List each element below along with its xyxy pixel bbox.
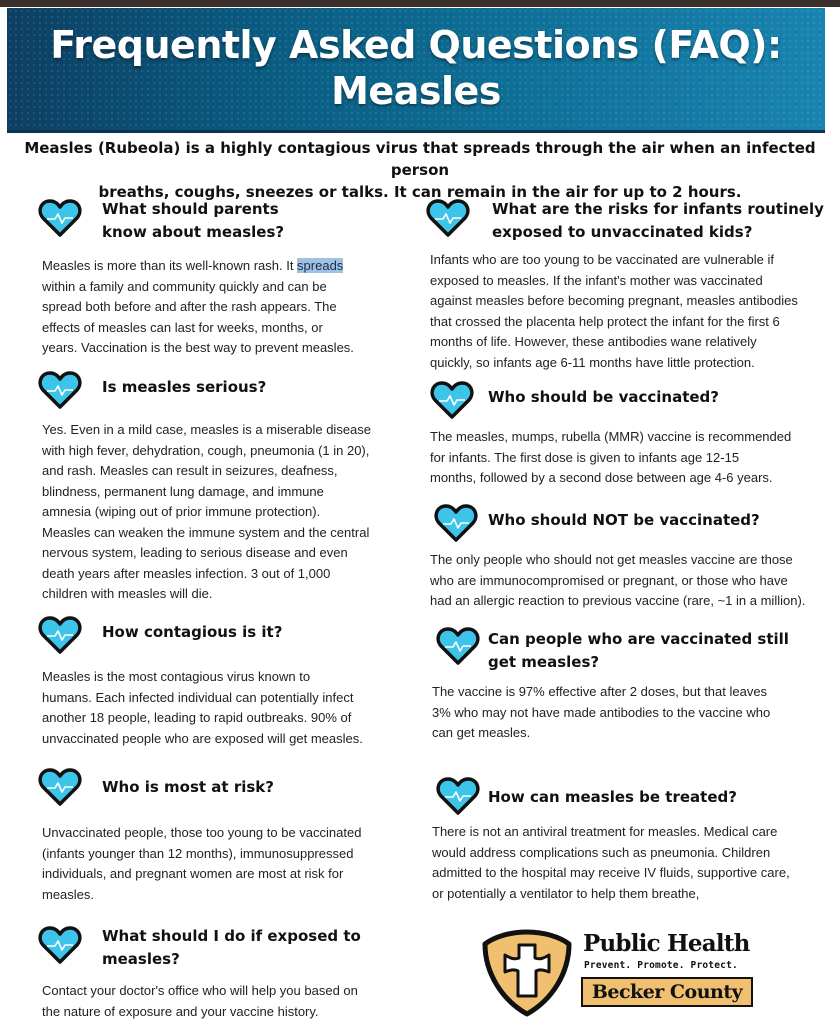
heart-pulse-icon <box>38 370 82 410</box>
heart-pulse-icon <box>426 198 470 238</box>
faq-answer <box>42 981 358 1022</box>
answer-line: The measles, mumps, rubella (MMR) vaccine is recommended <box>430 429 792 444</box>
answer-line: unvaccinated people who are exposed will get measles. <box>42 730 363 746</box>
question-line: What are the risks for infants routinely <box>492 200 824 218</box>
question-line: exposed to unvaccinated kids? <box>492 223 753 241</box>
answer-line: individuals, and pregnant women are most at risk for <box>42 866 344 881</box>
intro-line: Measles (Rubeola) is a highly contagious virus that spreads through the air when an infected person <box>24 139 816 179</box>
answer-line: years. Vaccination is the best way to prevent measles. <box>42 340 354 355</box>
heart-pulse-icon <box>436 776 480 816</box>
heart-pulse-icon <box>38 925 82 965</box>
faq-answer <box>42 667 363 749</box>
answer-line: Measles can weaken the immune system and the central <box>42 524 370 540</box>
faq-question <box>102 198 284 244</box>
page-title-line1: Frequently Asked Questions (FAQ): <box>50 23 782 67</box>
faq-question <box>488 628 789 674</box>
answer-text: Measles is more than its well-known rash. It <box>42 258 298 273</box>
question-line: How contagious is it? <box>102 623 283 641</box>
answer-line: nervous system, leading to serious disease and even <box>42 545 348 560</box>
question-line: Is measles serious? <box>102 378 267 396</box>
logo-name: Public Health <box>583 930 750 957</box>
faq-item <box>38 615 418 755</box>
answer-line: Unvaccinated people, those too young to be vaccinated <box>42 825 362 840</box>
answer-line: against measles before becoming pregnant, measles antibodies <box>430 293 798 308</box>
faq-question <box>488 386 719 409</box>
highlighted-word[interactable]: spreads <box>297 258 344 273</box>
answer-line: or potentially a ventilator to help them breathe, <box>432 885 700 901</box>
heart-pulse-icon <box>436 626 480 666</box>
question-line: What should parents <box>102 200 279 218</box>
faq-item <box>38 370 418 605</box>
answer-line: had an allergic reaction to previous vaccine (rare, ~1 in a million). <box>430 593 806 608</box>
faq-question <box>102 376 266 399</box>
answer-line: another 18 people, leading to rapid outbreaks. 90% of <box>42 710 352 725</box>
faq-item <box>432 626 836 756</box>
intro-paragraph <box>0 137 840 203</box>
faq-answer <box>42 256 354 359</box>
logo-tagline: Prevent. Promote. Protect. <box>584 960 738 971</box>
question-line: know about measles? <box>102 223 285 241</box>
faq-answer <box>432 682 770 744</box>
answer-line: can get measles. <box>432 725 531 740</box>
faq-item <box>38 925 418 1025</box>
faq-item <box>432 776 836 916</box>
answer-line: children with measles will die. <box>42 586 213 601</box>
answer-line: spread both before and after the rash appears. The <box>42 299 337 314</box>
faq-item <box>38 767 418 907</box>
answer-line: The vaccine is 97% effective after 2 doses, but that leaves <box>432 684 768 699</box>
faq-answer <box>42 823 361 905</box>
page-title <box>7 22 825 114</box>
shield-cross-icon <box>480 928 574 1018</box>
answer-line: and rash. Measles can result in seizures, deafness, <box>42 463 338 478</box>
answer-line: the nature of exposure and your vaccine history. <box>42 1003 319 1019</box>
answer-line: (infants younger than 12 months), immunosuppressed <box>42 845 354 861</box>
faq-answer <box>42 420 371 605</box>
answer-line: months, followed by a second dose between age 4-6 years. <box>430 470 773 485</box>
faq-answer <box>430 550 805 612</box>
heart-pulse-icon <box>38 198 82 238</box>
answer-line: admitted to the hospital may receive IV fluids, supportive care, <box>432 865 790 880</box>
answer-line: Contact your doctor's office who will help you based on <box>42 983 358 998</box>
title-banner <box>7 8 825 133</box>
answer-line: months of life. However, these antibodies wane relatively <box>430 334 757 349</box>
answer-line: There is not an antiviral treatment for measles. Medical care <box>432 824 778 839</box>
question-line: Can people who are vaccinated still <box>488 630 789 648</box>
answer-line: with high fever, dehydration, cough, pneumonia (1 in 20), <box>42 442 370 458</box>
faq-answer <box>430 427 791 489</box>
answer-line: Yes. Even in a mild case, measles is a miserable disease <box>42 422 372 437</box>
question-line: What should I do if exposed to <box>102 927 361 945</box>
logo-county: Becker County <box>581 977 753 1007</box>
faq-item <box>426 198 836 368</box>
answer-line: The only people who should not get measles vaccine are those <box>430 552 793 567</box>
faq-question <box>102 776 274 799</box>
answer-line: Infants who are too young to be vaccinated are vulnerable if <box>430 252 774 267</box>
answer-line: measles. <box>42 886 95 902</box>
faq-answer <box>430 250 798 373</box>
heart-pulse-icon <box>38 767 82 807</box>
answer-line: blindness, permanent lung damage, and immune <box>42 483 324 499</box>
heart-pulse-icon <box>38 615 82 655</box>
top-border <box>0 0 840 7</box>
heart-pulse-icon <box>434 503 478 543</box>
faq-question <box>102 621 282 644</box>
answer-line: would address complications such as pneumonia. Children <box>432 844 771 860</box>
intro-line: breaths, coughs, sneezes or talks. It can remain in the air for up to 2 hours. <box>98 183 742 201</box>
faq-question <box>102 925 361 971</box>
answer-line: who are immunocompromised or pregnant, or those who have <box>430 572 788 588</box>
faq-question <box>488 509 760 532</box>
answer-line: Measles is the most contagious virus known to <box>42 669 311 684</box>
answer-line: amnesia (wiping out of prior immune protection). <box>42 504 321 519</box>
answer-line: death years after measles infection. 3 out of 1,000 <box>42 565 331 581</box>
question-line: How can measles be treated? <box>488 788 737 806</box>
answer-line: effects of measles can last for weeks, months, or <box>42 319 323 335</box>
faq-question <box>492 198 824 244</box>
answer-line: 3% who may not have made antibodies to the vaccine who <box>432 704 771 720</box>
answer-line <box>42 256 354 277</box>
faq-item <box>38 198 418 358</box>
answer-line: quickly, so infants age 6-11 months have little protection. <box>430 354 755 370</box>
answer-line: humans. Each infected individual can potentially infect <box>42 689 354 705</box>
answer-line: that crossed the placenta help protect the infant for the first 6 <box>430 313 780 329</box>
page-title-line2: Measles <box>331 69 501 113</box>
faq-item <box>430 503 834 613</box>
answer-line: exposed to measles. If the infant's mother was vaccinated <box>430 272 763 288</box>
question-line: get measles? <box>488 653 600 671</box>
public-health-logo <box>478 928 768 1023</box>
question-line: Who is most at risk? <box>102 778 274 796</box>
answer-line: for infants. The first dose is given to infants age 12-15 <box>430 449 740 465</box>
question-line: measles? <box>102 950 180 968</box>
answer-line: within a family and community quickly and can be <box>42 278 327 294</box>
question-line: Who should NOT be vaccinated? <box>488 511 760 529</box>
faq-item <box>430 380 835 490</box>
faq-question <box>488 786 737 809</box>
question-line: Who should be vaccinated? <box>488 388 719 406</box>
heart-pulse-icon <box>430 380 474 420</box>
faq-answer <box>432 822 790 904</box>
